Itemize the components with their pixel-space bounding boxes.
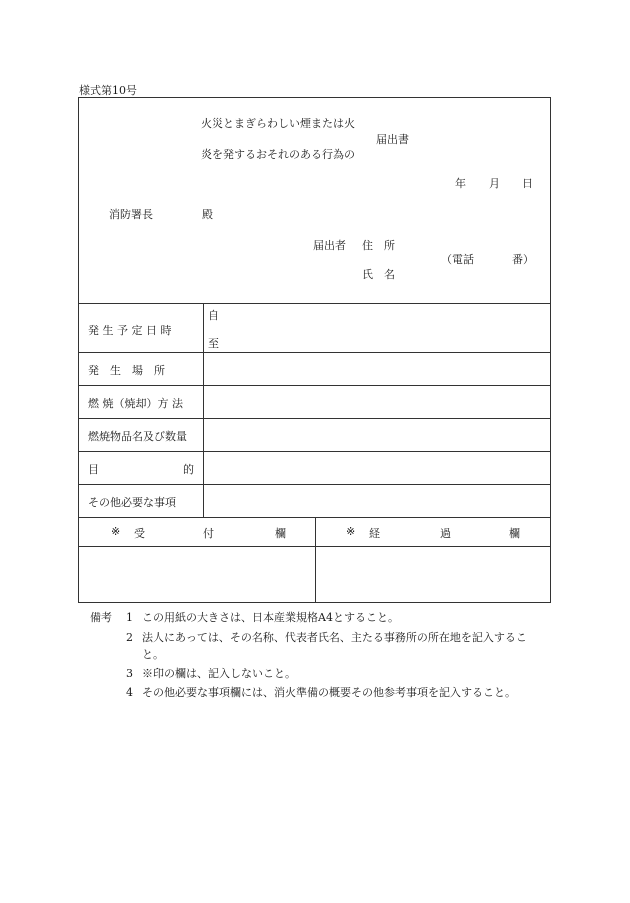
note-2 — [126, 629, 527, 645]
note-text: 法人にあっては、その名称、代表者氏名、主たる事務所の所在地を記入するこ — [142, 631, 527, 644]
row-divider — [79, 484, 550, 485]
from-label: 自 — [208, 309, 219, 322]
note-text: ※印の欄は、記入しないこと。 — [142, 667, 296, 680]
notes-heading: 備考 — [90, 611, 112, 624]
row-divider — [79, 451, 550, 452]
applicant-label: 届出者 — [313, 239, 346, 252]
note-number: 3 — [126, 667, 133, 680]
datetime-label: 発 生 予 定 日 時 — [88, 324, 172, 337]
row-divider — [79, 352, 550, 353]
note-number: 2 — [126, 631, 133, 644]
title-line-2: 炎を発するおそれのある行為の — [201, 148, 355, 161]
address-label: 住 所 — [362, 239, 395, 252]
date-year: 年 — [455, 177, 466, 190]
receipt-char-2: 付 — [203, 527, 214, 540]
date-month: 月 — [489, 177, 500, 190]
title-line-1: 火災とまぎらわしい煙または火 — [201, 117, 355, 130]
note-3 — [126, 665, 296, 681]
receipt-mark: ※ — [111, 525, 121, 538]
phone-label: （電話 — [441, 253, 474, 266]
column-divider — [203, 303, 204, 517]
addressee-label: 消防署長 — [109, 208, 153, 221]
note-text: その他必要な事項欄には、消火準備の概要その他参考事項を記入すること。 — [142, 686, 516, 699]
note-4 — [126, 684, 516, 700]
note-text: この用紙の大きさは、日本産業規格A4とすること。 — [142, 611, 399, 624]
form-number: 様式第10号 — [79, 84, 137, 97]
phone-suffix: 番） — [512, 253, 534, 266]
header-divider — [79, 303, 550, 304]
receipt-char-3: 欄 — [275, 527, 286, 540]
progress-mark: ※ — [346, 525, 356, 538]
title-suffix: 届出書 — [376, 133, 409, 146]
progress-char-1: 経 — [369, 527, 380, 540]
receipt-char-1: 受 — [134, 527, 145, 540]
progress-char-2: 過 — [440, 527, 451, 540]
note-1 — [126, 609, 399, 625]
items-label: 燃焼物品名及び数量 — [88, 430, 187, 443]
other-label: その他必要な事項 — [88, 496, 176, 509]
row-divider — [79, 385, 550, 386]
purpose-label-right: 的 — [183, 463, 194, 476]
addressee-honorific: 殿 — [202, 208, 213, 221]
form-table — [78, 97, 551, 603]
note-number: 1 — [126, 611, 133, 624]
name-label: 氏 名 — [362, 268, 395, 281]
row-divider — [79, 418, 550, 419]
column-divider — [315, 517, 316, 603]
place-label: 発 生 場 所 — [88, 364, 165, 377]
progress-char-3: 欄 — [509, 527, 520, 540]
date-day: 日 — [522, 177, 533, 190]
method-label: 燃 焼（焼却）方 法 — [88, 397, 183, 410]
to-label: 至 — [208, 337, 219, 350]
purpose-label-left: 目 — [88, 463, 99, 476]
note-2-continuation: と。 — [142, 648, 164, 661]
note-number: 4 — [126, 686, 133, 699]
